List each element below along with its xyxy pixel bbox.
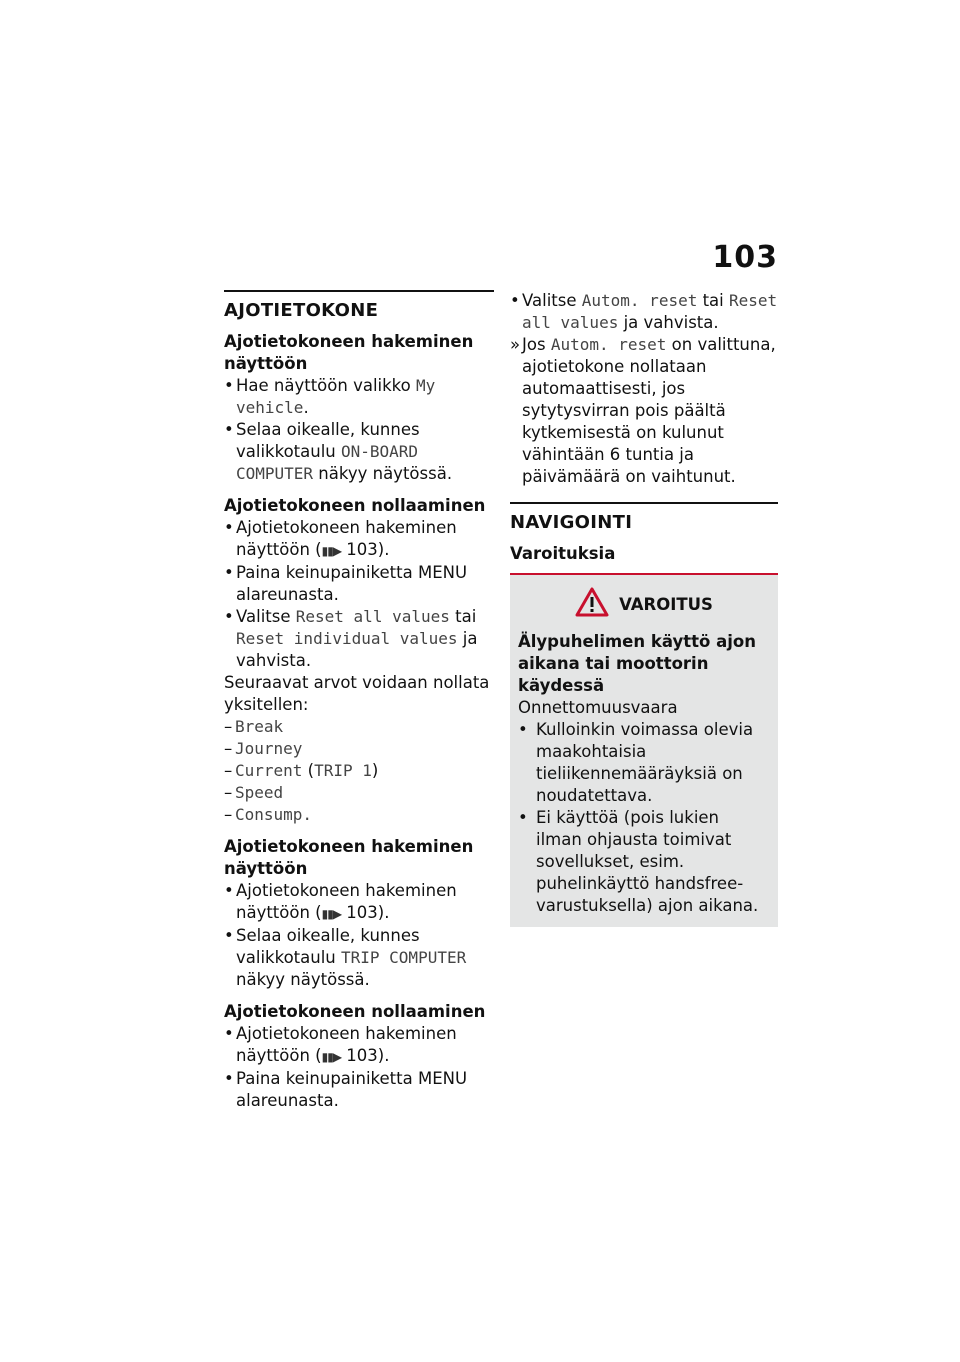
warning-hazard: Onnettomuusvaara xyxy=(518,698,678,717)
page-ref[interactable]: 103 xyxy=(346,903,378,922)
warning-title: VAROITUS xyxy=(619,594,713,614)
right-column xyxy=(510,290,778,927)
section-title: NAVIGOINTI xyxy=(510,512,633,533)
list-item: • Selaa oikealle, kunnes valikkotaulu ON-BOARD COMPUTER näkyy näytössä. xyxy=(224,420,453,483)
list-item: • Valitse Reset all values tai Reset individual values ja vahvista. xyxy=(224,607,478,670)
menu-code: Reset all values xyxy=(522,291,778,332)
menu-code: Autom. reset xyxy=(550,335,667,354)
page-ref-arrow-icon: ▮▮▶ xyxy=(321,907,342,921)
menu-code: My vehicle xyxy=(236,376,436,417)
page-ref-arrow-icon: ▮▮▶ xyxy=(321,1050,342,1064)
list-item: • Ajotietokoneen hakeminen näyttöön (▮▮▶ 103). xyxy=(224,518,457,559)
section-rule xyxy=(510,502,778,504)
warning-header xyxy=(518,587,770,621)
section-title: AJOTIETOKONE xyxy=(224,300,379,321)
block-heading: Ajotietokoneen nollaaminen xyxy=(224,496,486,515)
block-heading: Ajotietokoneen nollaaminen xyxy=(224,1002,486,1021)
subheading: Varoituksia xyxy=(510,544,616,563)
list-item: • Paina keinupainiketta MENU alareunasta. xyxy=(224,1069,468,1110)
value-item: – Consump. xyxy=(224,805,313,824)
block-heading: Ajotietokoneen hakeminen näyttöön xyxy=(224,332,474,373)
value-item: – Journey xyxy=(224,739,303,758)
list-item: • Ajotietokoneen hakeminen näyttöön (▮▮▶ 103). xyxy=(224,881,457,922)
paragraph: Seuraavat arvot voidaan nollata yksitellen: xyxy=(224,673,490,714)
warning-item: • Kulloinkin voimassa olevia maakohtaisia tieliikennemääräyksiä on noudatettava. xyxy=(518,720,754,805)
page-ref[interactable]: 103 xyxy=(346,540,378,559)
menu-code: Autom. reset xyxy=(581,291,698,310)
menu-code: Reset all values xyxy=(295,607,450,626)
result-item: » Jos Autom. reset on valittuna, ajotietokone nollataan automaattisesti, jos sytytysvirran pois päältä kytkemisestä on kulunut vähintään 6 tuntia ja päivämäärä on vaihtunut. xyxy=(510,335,776,486)
page-number: 103 xyxy=(712,240,778,275)
left-column xyxy=(224,290,494,1112)
list-item: • Selaa oikealle, kunnes valikkotaulu TRIP COMPUTER näkyy näytössä. xyxy=(224,926,467,989)
menu-code: TRIP COMPUTER xyxy=(341,948,467,967)
warning-box xyxy=(510,573,778,927)
menu-code: Reset individual values xyxy=(236,629,458,648)
list-item: • Paina keinupainiketta MENU alareunasta. xyxy=(224,563,468,604)
list-item: • Valitse Autom. reset tai Reset all values ja vahvista. xyxy=(510,291,778,332)
block-heading: Ajotietokoneen hakeminen näyttöön xyxy=(224,837,474,878)
warning-triangle-icon xyxy=(575,587,609,621)
list-item: • Hae näyttöön valikko My vehicle. xyxy=(224,376,436,417)
menu-code: ON-BOARD COMPUTER xyxy=(236,442,419,483)
value-item: – Current (TRIP 1) xyxy=(224,761,379,780)
value-item: – Break xyxy=(224,717,284,736)
list-item: • Ajotietokoneen hakeminen näyttöön (▮▮▶ 103). xyxy=(224,1024,457,1065)
value-item: – Speed xyxy=(224,783,284,802)
warning-item: • Ei käyttöä (pois lukien ilman ohjausta toimivat sovellukset, esim. puhelinkäyttö handsfree-varustuksella) ajon aikana. xyxy=(518,808,759,915)
page-ref[interactable]: 103 xyxy=(346,1046,378,1065)
warning-heading: Älypuhelimen käyttö ajon aikana tai moottorin käydessä xyxy=(518,632,756,695)
page-ref-arrow-icon: ▮▮▶ xyxy=(321,544,342,558)
section-rule xyxy=(224,290,494,292)
